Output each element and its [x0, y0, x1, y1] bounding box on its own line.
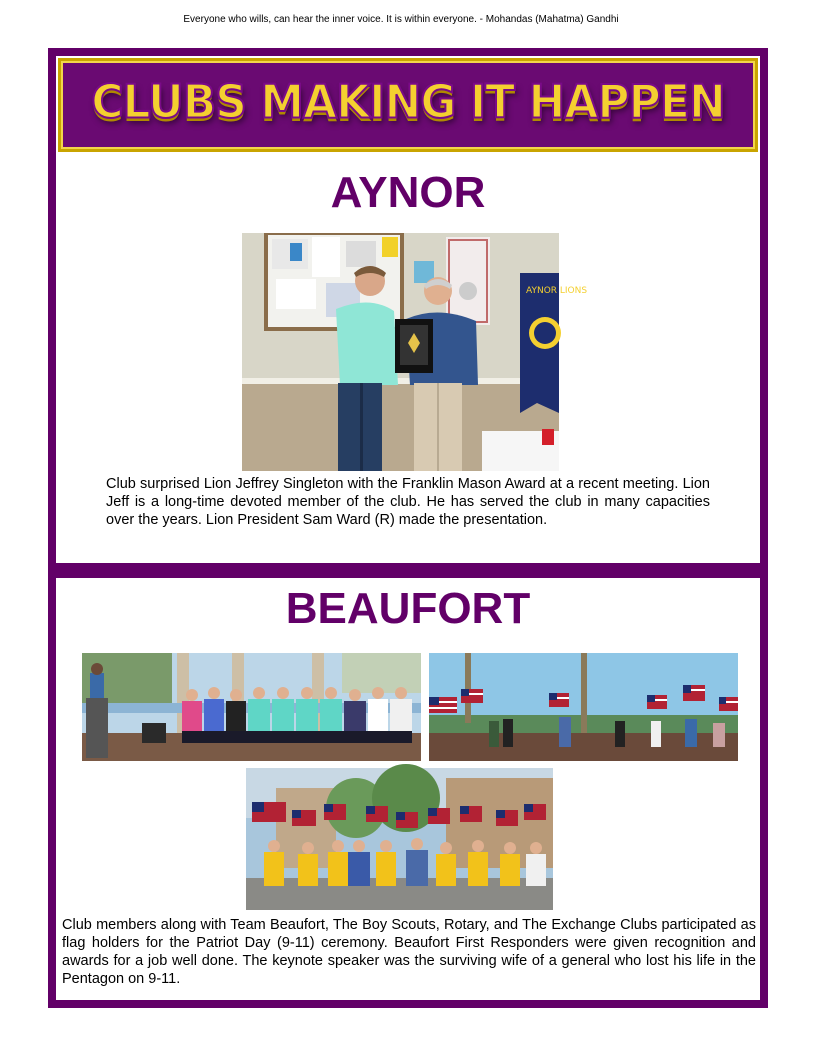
beaufort-title: BEAUFORT: [285, 584, 531, 633]
header-quote: Everyone who wills, can hear the inner voice. It is within everyone. - Mohandas (Mahatma) Gandhi: [183, 14, 619, 25]
beaufort-group-photo: [246, 768, 553, 910]
banner-title: CLUBS MAKING IT HAPPEN: [91, 75, 725, 130]
aynor-caption: Club surprised Lion Jeffrey Singleton with the Franklin Mason Award at a recent meeting. Lion Jeff is a long-time devoted member of the club. He has served the club in many capacities over the years. Lion President Sam Ward (R) made the presentation.: [106, 476, 710, 528]
aynor-award-photo: [242, 233, 588, 471]
beaufort-caption: Club members along with Team Beaufort, The Boy Scouts, Rotary, and The Exchange Clubs participated as flag holders for the Patriot Day (9-11) ceremony. Beaufort First Responders were given recognition and awards for a job well done. The keynote speaker was the surviving wife of a general who lost his life in the Pentagon on 9-11.: [62, 917, 756, 987]
newsletter-frame: [48, 48, 768, 1008]
beaufort-section: [56, 578, 760, 1000]
aynor-title: AYNOR: [330, 168, 486, 217]
beaufort-ceremony-photo: [82, 653, 421, 761]
clubs-banner: [58, 58, 758, 152]
beaufort-flags-photo: [429, 653, 738, 761]
aynor-section: [56, 56, 760, 563]
flag-banner-text: AYNOR LIONS: [526, 286, 588, 296]
